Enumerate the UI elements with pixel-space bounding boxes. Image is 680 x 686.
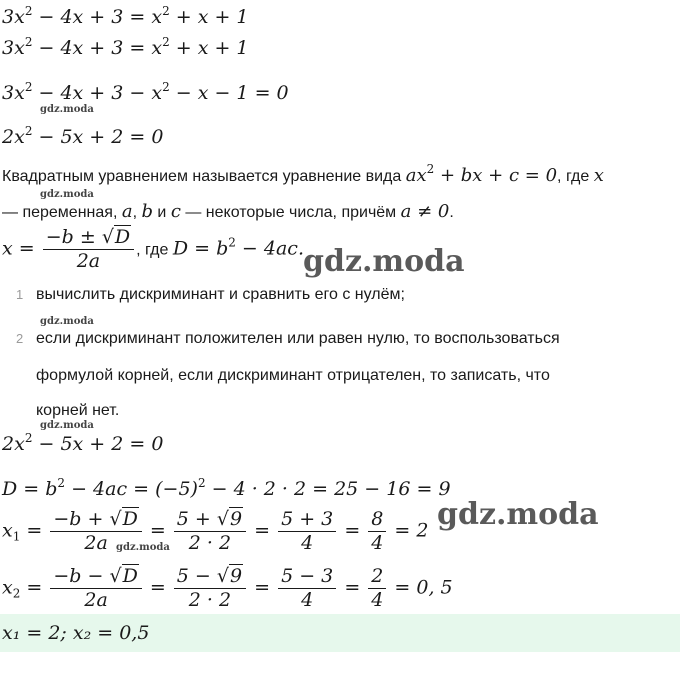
step-number: 2 <box>16 331 24 346</box>
step-text-continued: формулой корней, если дискриминант отрицателен, то записать, что <box>36 367 550 384</box>
equation-simplified: $2x^2 - 5x + 2 = 0$ <box>2 124 164 148</box>
watermark-small: gdz.moda <box>40 420 94 431</box>
equation-moved: $3x^2 - 4x + 3 - x^2 - x - 1 = 0$ <box>2 80 289 104</box>
definition-line-2: — переменная, a, b и c — некоторые числа, причём a ≠ 0. <box>2 201 454 222</box>
roots-formula: x = $\frac{-b \pm √D}{2a}$ , где $D = b^2 - 4ac$. <box>2 226 304 272</box>
watermark-small: gdz.moda <box>40 104 94 115</box>
watermark-small: gdz.moda <box>40 189 94 200</box>
answer: x₁ = 2; x₂ = 0,5 <box>2 622 150 644</box>
watermark-large: gdz.moda <box>437 497 599 532</box>
step-text-continued: корней нет. <box>36 402 120 419</box>
formula-fraction: $\frac{-b \pm √D}{2a}$ <box>43 228 134 271</box>
equation-quadratic: $2x^2 - 5x + 2 = 0$ <box>2 431 164 455</box>
definition-line-1: Квадратным уравнением называется уравнение вида $ax^2$ + bx + c = 0, где x <box>2 162 604 186</box>
step-number: 1 <box>16 287 24 302</box>
root-1-calc: $x_1$ = $\frac{-b + √D}{2a}$ = $\frac{5 + √9}{2 \cdot 2}$ = $\frac{5 + 3}{4}$ = $\frac{8}{4}$ = 2 <box>2 508 429 554</box>
watermark-large: gdz.moda <box>303 244 465 279</box>
step-text: если дискриминант положителен или равен нулю, то воспользоваться <box>36 330 560 347</box>
equation-original: $3x^2 - 4x + 3 = x^2 + x + 1$ <box>2 4 249 28</box>
watermark-small: gdz.moda <box>40 316 94 327</box>
equation-copy: $3x^2 - 4x + 3 = x^2 + x + 1$ <box>2 35 249 59</box>
watermark-small: gdz.moda <box>116 542 170 553</box>
step-text: вычислить дискриминант и сравнить его с нулём; <box>36 286 405 303</box>
discriminant-calc: $D = b^2 - 4ac = (-5)^2 - 4 \cdot 2 \cdot 2 = 25 - 16 = 9$ <box>2 476 451 500</box>
root-2-calc: $x_2$ = $\frac{-b - √D}{2a}$ = $\frac{5 - √9}{2 \cdot 2}$ = $\frac{5 - 3}{4}$ = $\frac{2}{4}$ = 0, 5 <box>2 565 453 611</box>
